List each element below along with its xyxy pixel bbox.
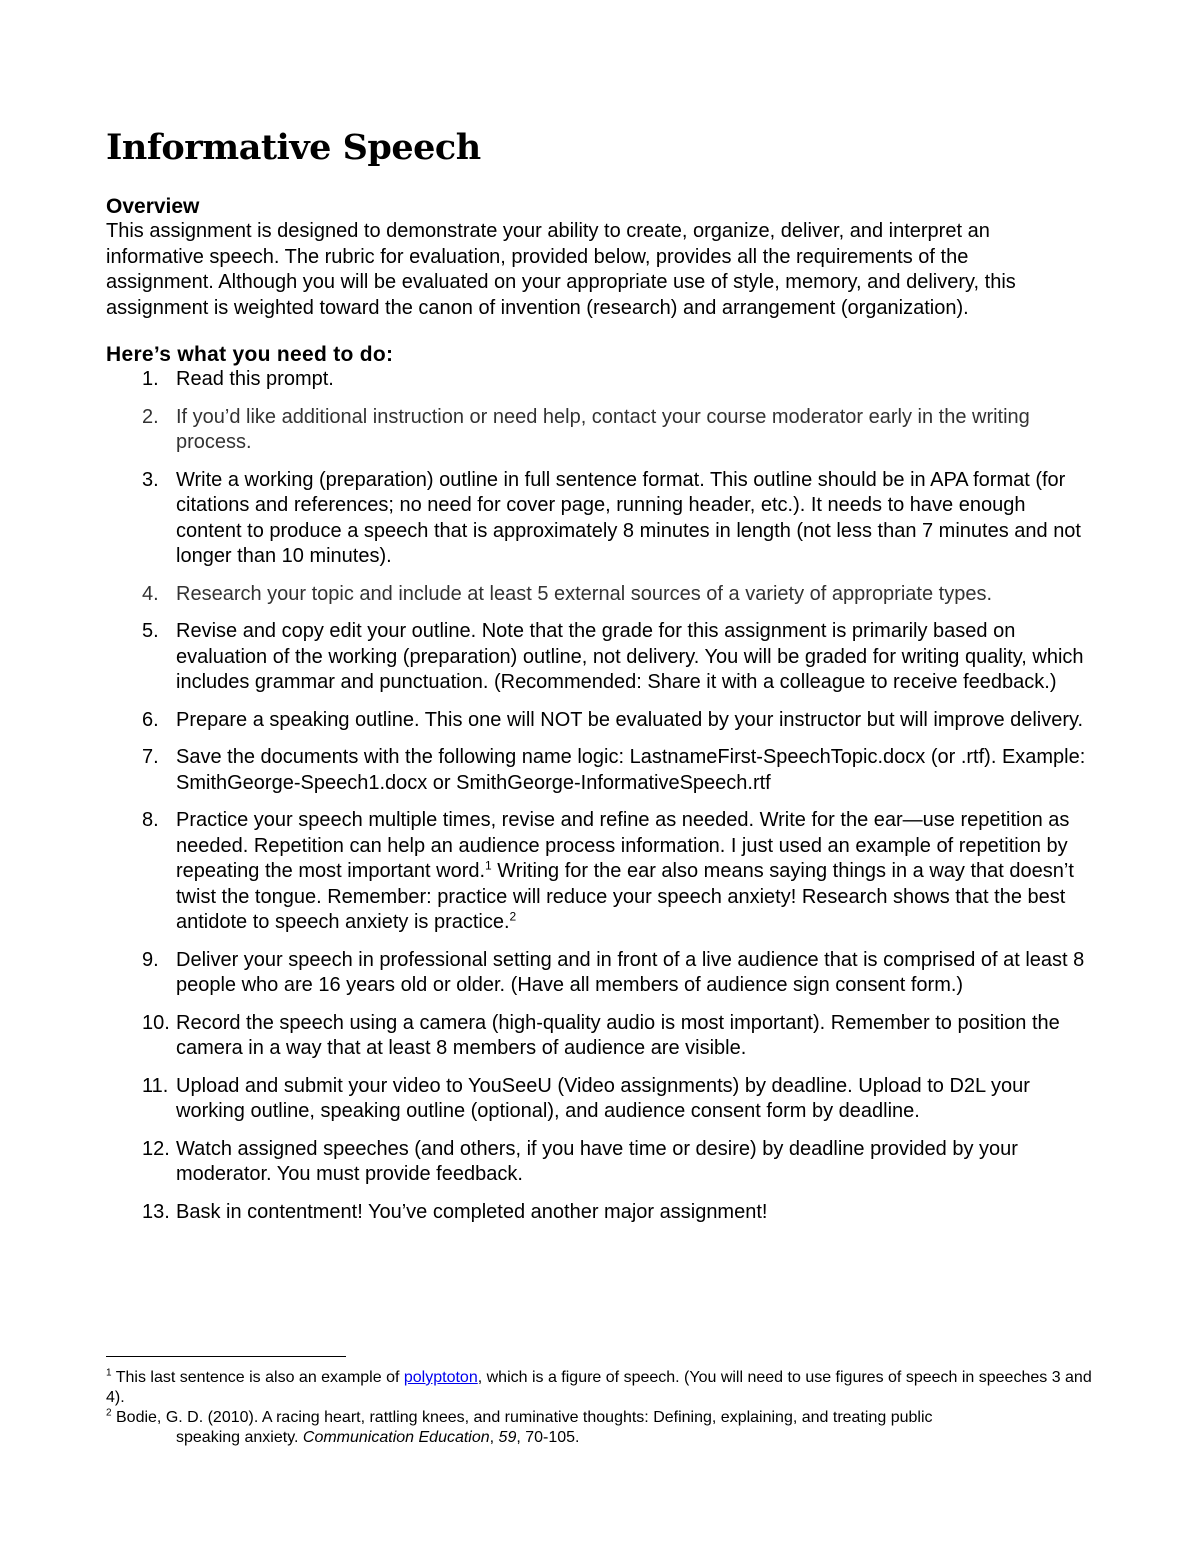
document-page xyxy=(106,128,1096,1237)
list-item xyxy=(106,745,1096,796)
list-number: 12. xyxy=(142,1137,170,1160)
list-text: Save the documents with the following name logic: LastnameFirst-SpeechTopic.docx (or .rtf). Example: SmithGeorge-Speech1.docx or SmithGeorge-InformativeSpeech.rtf xyxy=(176,746,1086,794)
list-number: 13. xyxy=(142,1200,170,1223)
footnotes xyxy=(106,1368,1096,1448)
list-item xyxy=(106,708,1096,734)
list-text: Practice your speech multiple times, revise and refine as needed. Write for the ear—use repetition as needed. Repetition can help an audience process information. I just used an example of repetition by repeating the most important word. xyxy=(176,809,1070,882)
footnote-ref-2[interactable]: 2 xyxy=(509,909,517,924)
journal-title: Communication Education xyxy=(302,1429,490,1446)
footnote-1 xyxy=(106,1368,1096,1408)
list-text: Writing for the ear also means saying things in a way that doesn’t twist the tongue. Remember: practice will reduce your speech anxiety! Research shows that the best antidote to speech anxiety is practice. xyxy=(176,860,1074,933)
footnote-mark: 1 xyxy=(106,1367,112,1379)
list-text: Deliver your speech in professional setting and in front of a live audience that is comprised of at least 8 people who are 16 years old or older. (Have all members of audience sign consent form.) xyxy=(176,948,1085,996)
list-text: Upload and submit your video to YouSeeU (Video assignments) by deadline. Upload to D2L your working outline, speaking outline (optional), and audience consent form by deadline. xyxy=(176,1074,1030,1122)
list-item xyxy=(106,582,1096,608)
list-text: Record the speech using a camera (high-quality audio is most important). Remember to position the camera in a way that at least 8 members of audience are visible. xyxy=(176,1011,1060,1059)
list-number: 2. xyxy=(142,405,159,428)
footnote-separator xyxy=(106,1356,346,1357)
list-text: Prepare a speaking outline. This one will NOT be evaluated by your instructor but will improve delivery. xyxy=(176,708,1084,731)
list-number: 10. xyxy=(142,1011,170,1034)
list-number: 3. xyxy=(142,468,159,491)
polyptoton-link[interactable]: polyptoton xyxy=(403,1369,478,1386)
list-text: Write a working (preparation) outline in full sentence format. This outline should be in APA format (for citations and references; no need for cover page, running header, etc.). It needs to have enough content to produce a speech that is approximately 8 minutes in length (not less than 7 minutes and not longer than 10 minutes). xyxy=(176,468,1081,567)
footnote-ref-1[interactable]: 1 xyxy=(485,858,492,873)
instruction-list xyxy=(106,367,1096,1225)
list-text: Research your topic and include at least 5 external sources of a variety of appropriate types. xyxy=(176,582,993,605)
list-item xyxy=(106,1011,1096,1062)
overview-paragraph: This assignment is designed to demonstrate your ability to create, organize, deliver, and interpret an informative speech. The rubric for evaluation, provided below, provides all the requirements of the assignment. Although you will be evaluated on your appropriate use of style, memory, and delivery, this assignment is weighted toward the canon of invention (research) and arrangement (organization). xyxy=(106,220,1016,319)
list-item xyxy=(106,1074,1096,1125)
footnote-text: This last sentence is also an example of xyxy=(111,1369,404,1386)
footnote-text: , 70-105. xyxy=(516,1429,580,1446)
list-text: If you’d like additional instruction or need help, contact your course moderator early in the writing process. xyxy=(176,405,1030,453)
list-item xyxy=(106,468,1096,570)
todo-heading: Here’s what you need to do: xyxy=(106,343,394,366)
list-item xyxy=(106,1200,1096,1226)
list-item xyxy=(106,1137,1096,1188)
list-number: 4. xyxy=(142,582,159,605)
footnote-text: , which is a figure of speech. (You will need to use figures of speech in speeches 3 and 4). xyxy=(106,1369,1092,1406)
list-text: Bask in contentment! You’ve completed another major assignment! xyxy=(176,1200,768,1223)
footnote-text: , xyxy=(489,1429,499,1446)
list-number: 9. xyxy=(142,948,159,971)
list-item xyxy=(106,619,1096,696)
list-item xyxy=(106,405,1096,456)
overview-heading: Overview xyxy=(106,195,200,218)
footnote-text: Bodie, G. D. (2010). A racing heart, rattling knees, and ruminative thoughts: Defining, explaining, and treating public xyxy=(111,1409,933,1426)
footnote-text: speaking anxiety. xyxy=(176,1429,303,1446)
footnote-mark: 2 xyxy=(106,1407,112,1419)
list-number: 5. xyxy=(142,620,159,642)
list-number: 11. xyxy=(142,1074,169,1097)
footnote-2 xyxy=(106,1408,1096,1448)
list-number: 1. xyxy=(142,368,159,390)
footnote-continuation xyxy=(106,1428,1096,1448)
list-number: 8. xyxy=(142,809,159,831)
list-text: Watch assigned speeches (and others, if you have time or desire) by deadline provided by your moderator. You must provide feedback. xyxy=(176,1137,1018,1185)
list-text: Read this prompt. xyxy=(176,368,334,390)
list-item xyxy=(106,808,1096,936)
journal-volume: 59 xyxy=(498,1429,517,1446)
list-number: 6. xyxy=(142,708,159,731)
list-item xyxy=(106,948,1096,999)
list-number: 7. xyxy=(142,746,159,768)
list-item xyxy=(106,367,1096,393)
page-title: Informative Speech xyxy=(106,127,481,168)
list-text: Revise and copy edit your outline. Note that the grade for this assignment is primarily based on evaluation of the working (preparation) outline, not delivery. You will be graded for writing quality, which includes grammar and punctuation. (Recommended: Share it with a colleague to receive feedback.) xyxy=(176,620,1084,693)
